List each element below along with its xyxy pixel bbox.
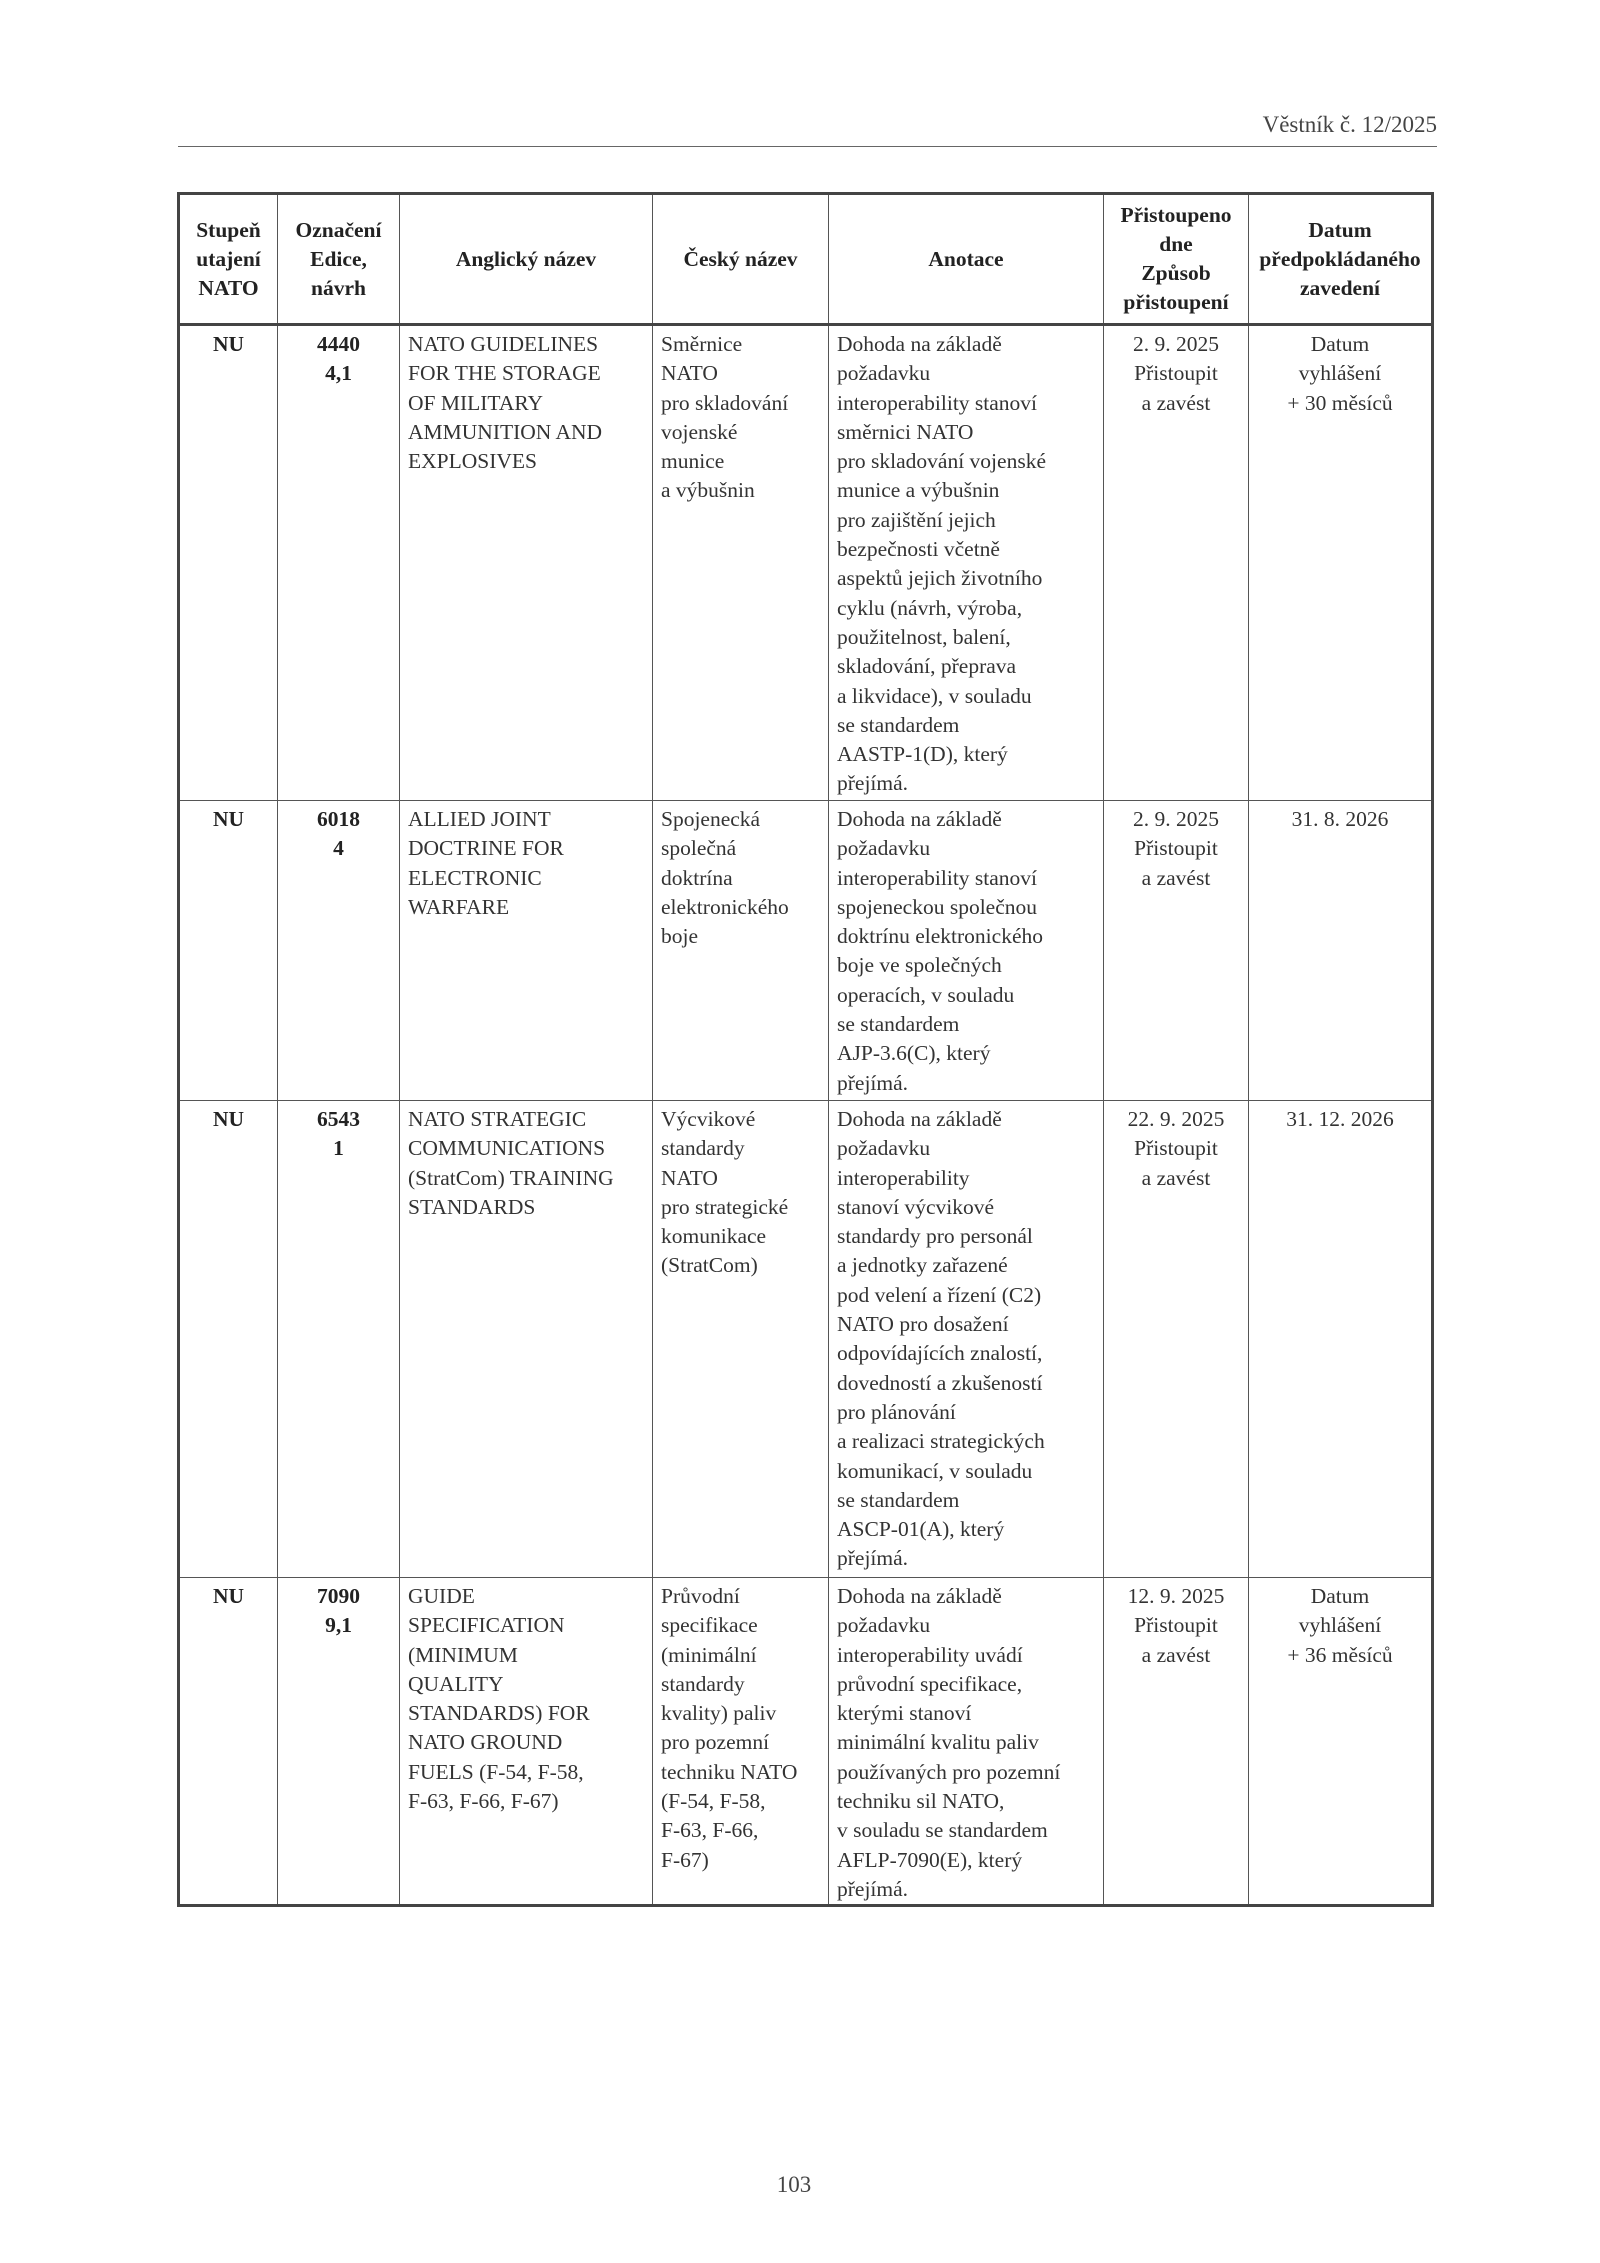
table-row bbox=[179, 1101, 1433, 1578]
cell-annotation: Dohoda na základě požadavku interoperability stanoví výcvikové standardy pro personál a jednotky zařazené pod velení a řízení (C2) NATO pro dosažení odpovídajících znalostí, dovedností a zkušeností pro plánování a realizaci strategických komunikací, v souladu se standardem ASCP-01(A), který přejímá. bbox=[829, 1101, 1104, 1578]
cell-designation: 6018 4 bbox=[278, 801, 400, 1101]
column-header-english-name: Anglický název bbox=[400, 194, 653, 325]
cell-czech-name: Výcvikové standardy NATO pro strategické komunikace (StratCom) bbox=[653, 1101, 829, 1578]
header-rule bbox=[178, 146, 1437, 147]
cell-english-name: GUIDE SPECIFICATION (MINIMUM QUALITY STANDARDS) FOR NATO GROUND FUELS (F-54, F-58, F-63, F-66, F-67) bbox=[400, 1578, 653, 1906]
cell-accession-date-method: 2. 9. 2025 Přistoupit a zavést bbox=[1104, 325, 1249, 801]
cell-classification-level: NU bbox=[179, 1101, 278, 1578]
cell-implementation-date: 31. 8. 2026 bbox=[1249, 801, 1433, 1101]
cell-classification-level: NU bbox=[179, 801, 278, 1101]
cell-designation: 4440 4,1 bbox=[278, 325, 400, 801]
cell-czech-name: Průvodní specifikace (minimální standardy kvality) paliv pro pozemní techniku NATO (F-54, F-58, F-63, F-66, F-67) bbox=[653, 1578, 829, 1906]
cell-czech-name: Spojenecká společná doktrína elektronického boje bbox=[653, 801, 829, 1101]
table-row bbox=[179, 1578, 1433, 1906]
column-header-annotation: Anotace bbox=[829, 194, 1104, 325]
column-header-accession: Přistoupeno dne Způsob přistoupení bbox=[1104, 194, 1249, 325]
cell-annotation: Dohoda na základě požadavku interoperability stanoví spojeneckou společnou doktrínu elektronického boje ve společných operacích, v souladu se standardem AJP-3.6(C), který přejímá. bbox=[829, 801, 1104, 1101]
column-header-implementation-date: Datum předpokládaného zavedení bbox=[1249, 194, 1433, 325]
cell-designation: 6543 1 bbox=[278, 1101, 400, 1578]
cell-accession-date-method: 12. 9. 2025 Přistoupit a zavést bbox=[1104, 1578, 1249, 1906]
cell-implementation-date: Datum vyhlášení + 36 měsíců bbox=[1249, 1578, 1433, 1906]
cell-english-name: ALLIED JOINT DOCTRINE FOR ELECTRONIC WARFARE bbox=[400, 801, 653, 1101]
cell-classification-level: NU bbox=[179, 1578, 278, 1906]
cell-accession-date-method: 2. 9. 2025 Přistoupit a zavést bbox=[1104, 801, 1249, 1101]
table-row bbox=[179, 801, 1433, 1101]
page-number: 103 bbox=[776, 2172, 812, 2197]
cell-implementation-date: Datum vyhlášení + 30 měsíců bbox=[1249, 325, 1433, 801]
table-header-row bbox=[179, 194, 1433, 325]
nato-standards-table bbox=[177, 192, 1434, 1907]
cell-czech-name: Směrnice NATO pro skladování vojenské munice a výbušnin bbox=[653, 325, 829, 801]
cell-designation: 7090 9,1 bbox=[278, 1578, 400, 1906]
cell-english-name: NATO GUIDELINES FOR THE STORAGE OF MILITARY AMMUNITION AND EXPLOSIVES bbox=[400, 325, 653, 801]
journal-issue-header: Věstník č. 12/2025 bbox=[1262, 112, 1437, 137]
column-header-level: Stupeň utajení NATO bbox=[179, 194, 278, 325]
cell-annotation: Dohoda na základě požadavku interoperability stanoví směrnici NATO pro skladování vojenské munice a výbušnin pro zajištění jejich bezpečnosti včetně aspektů jejich životního cyklu (návrh, výroba, použitelnost, balení, skladování, přeprava a likvidace), v souladu se standardem AASTP-1(D), který přejímá. bbox=[829, 325, 1104, 801]
cell-classification-level: NU bbox=[179, 325, 278, 801]
column-header-designation: Označení Edice, návrh bbox=[278, 194, 400, 325]
cell-implementation-date: 31. 12. 2026 bbox=[1249, 1101, 1433, 1578]
cell-accession-date-method: 22. 9. 2025 Přistoupit a zavést bbox=[1104, 1101, 1249, 1578]
column-header-czech-name: Český název bbox=[653, 194, 829, 325]
cell-annotation: Dohoda na základě požadavku interoperability uvádí průvodní specifikace, kterými stanoví minimální kvalitu paliv používaných pro pozemní techniku sil NATO, v souladu se standardem AFLP-7090(E), který přejímá. bbox=[829, 1578, 1104, 1906]
table-row bbox=[179, 325, 1433, 801]
cell-english-name: NATO STRATEGIC COMMUNICATIONS (StratCom) TRAINING STANDARDS bbox=[400, 1101, 653, 1578]
